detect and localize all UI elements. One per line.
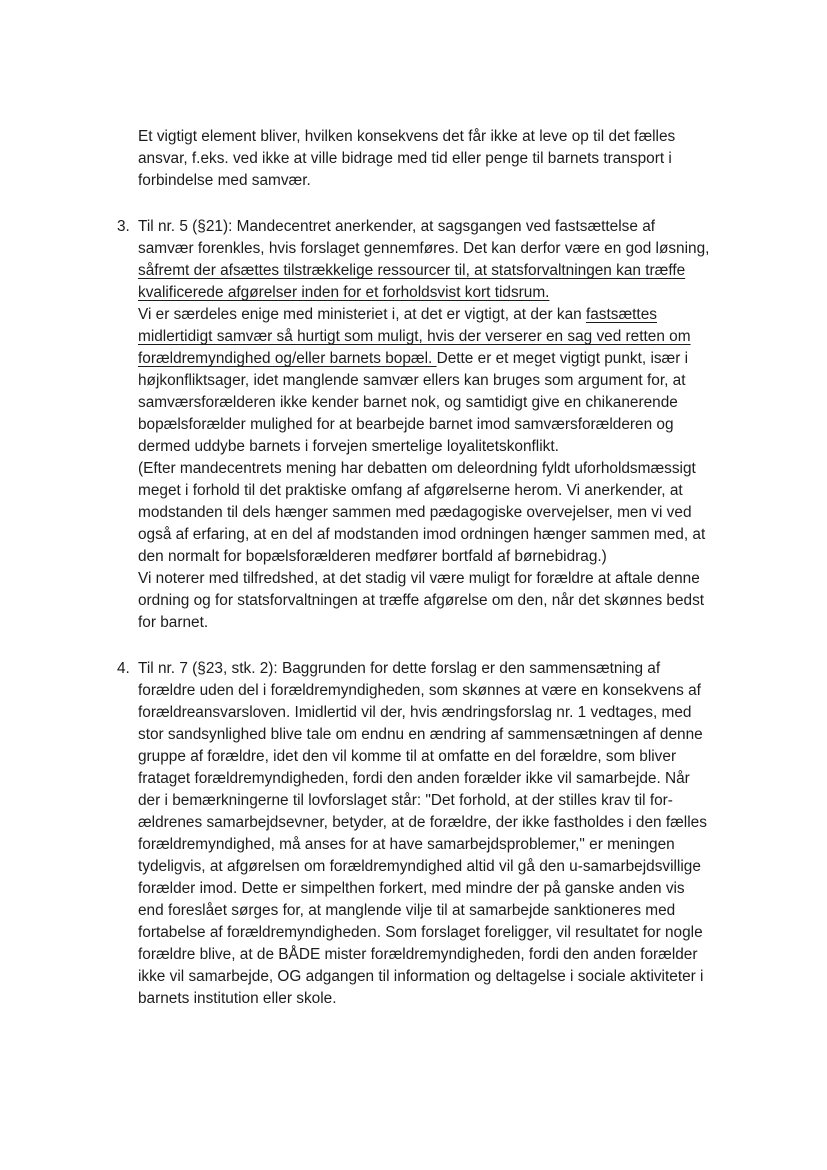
text-line: frataget forældremyndigheden, fordi den anden forælder ikke vil samarbejde. Når [138,770,690,787]
underlined-line: såfremt der afsættes tilstrækkelige ressourcer til, at statsforvaltningen kan træffe [138,262,686,279]
text-line: forældreansvarsloven. Imidlertid vil der, hvis ændringsforslag nr. 1 vedtages, med [138,704,692,721]
text-line: forældre uden del i forældremyndigheden, som skønnes at være en konsekvens af [138,682,701,699]
text-line: modstanden til dels hænger sammen med pædagogiske overvejelser, men vi ved [138,504,692,521]
text-line: Et vigtigt element bliver, hvilken konsekvens det får ikke at leve op til det fælles [138,128,676,145]
text-line: stor sandsynlighed blive tale om endnu en ændring af sammensætningen af denne [138,726,703,743]
text-line: Til nr. 5 (§21): Mandecentret anerkender, at sagsgangen ved fastsættelse af [138,218,656,235]
text-line: den normalt for bopælsforælderen medfører bortfald af børnebidrag.) [138,548,607,565]
list-item-3 [138,216,758,634]
underlined-line: midlertidigt samvær så hurtigt som muligt, hvis der verserer en sag ved retten om [138,328,691,345]
text-line: også af erfaring, at en del af modstanden imod ordningen hænger sammen med, at [138,526,706,543]
intro-paragraph [138,126,758,192]
text-line: forælder imod. Dette er simpelthen forkert, med mindre der på ganske anden vis [138,880,685,897]
text-line: samvær forenkles, hvis forslaget gennemføres. Det kan derfor være en god løsning, [138,240,710,257]
text-line: samværsforælderen ikke kender barnet nok, og samtidigt give en chikanerende [138,394,678,411]
text-line [138,348,758,370]
text-line: barnets institution eller skole. [138,990,337,1007]
list-number-4: 4. [117,660,130,677]
text-line [138,304,758,326]
text-line: for barnet. [138,614,209,631]
text-line: meget i forhold til det praktiske omfang af afgørelserne herom. Vi anerkender, at [138,482,683,499]
text-line: Vi noterer med tilfredshed, at det stadig vil være muligt for forældre at aftale denne [138,570,700,587]
text-line: (Efter mandecentrets mening har debatten om deleordning fyldt uforholdsmæssigt [138,460,696,477]
text-line: dermed uddybe barnets i forvejen smertelige loyalitetskonflikt. [138,438,559,455]
underlined-segment: forældremyndighed og/eller barnets bopæl. [138,350,437,367]
text-line: forældre blive, at de BÅDE mister forældremyndigheden, fordi den anden forælder [138,946,698,963]
text-line: tydeligvis, at afgørelsen om forældremyndighed altid vil gå den u-samarbejdsvillige [138,858,701,875]
text-line: ansvar, f.eks. ved ikke at ville bidrage med tid eller penge til barnets transport i [138,150,672,167]
text-line: gruppe af forældre, idet den vil komme til at omfatte en del forældre, som bliver [138,748,677,765]
text-line: ikke vil samarbejde, OG adgangen til information og deltagelse i sociale aktiviteter i [138,968,704,985]
text-line: der i bemærkningerne til lovforslaget står: "Det forhold, at der stilles krav til for- [138,792,673,809]
text-line: end foreslået sørges for, at manglende vilje til at samarbejde sanktioneres med [138,902,676,919]
list-item-4 [138,658,758,1010]
text-line: bopælsforælder mulighed for at bearbejde barnet imod samværsforælderen og [138,416,674,433]
text-line: højkonfliktsager, idet manglende samvær ellers kan bruges som argument for, at [138,372,686,389]
text-line: Til nr. 7 (§23, stk. 2): Baggrunden for dette forslag er den sammensætning af [138,660,661,677]
text-line: ældrenes samarbejdsevner, betyder, at de forældre, der ikke fastholdes i den fælles [138,814,707,831]
text-line: forbindelse med samvær. [138,172,311,189]
text-segment: Vi er særdeles enige med ministeriet i, at det er vigtigt, at der kan [138,306,586,323]
text-line: fortabelse af forældremyndigheden. Som forslaget foreligger, vil resultatet for nogle [138,924,703,941]
underlined-segment: fastsættes [585,306,657,323]
text-line: ordning og for statsforvaltningen at træffe afgørelse om den, når det skønnes bedst [138,592,705,609]
list-number-3: 3. [117,218,130,235]
text-segment: Dette er et meget vigtigt punkt, især i [436,350,689,367]
underlined-line: kvalificerede afgørelser inden for et forholdsvist kort tidsrum. [138,284,550,301]
text-line: forældremyndighed, må anses for at have samarbejdsproblemer," er meningen [138,836,675,853]
